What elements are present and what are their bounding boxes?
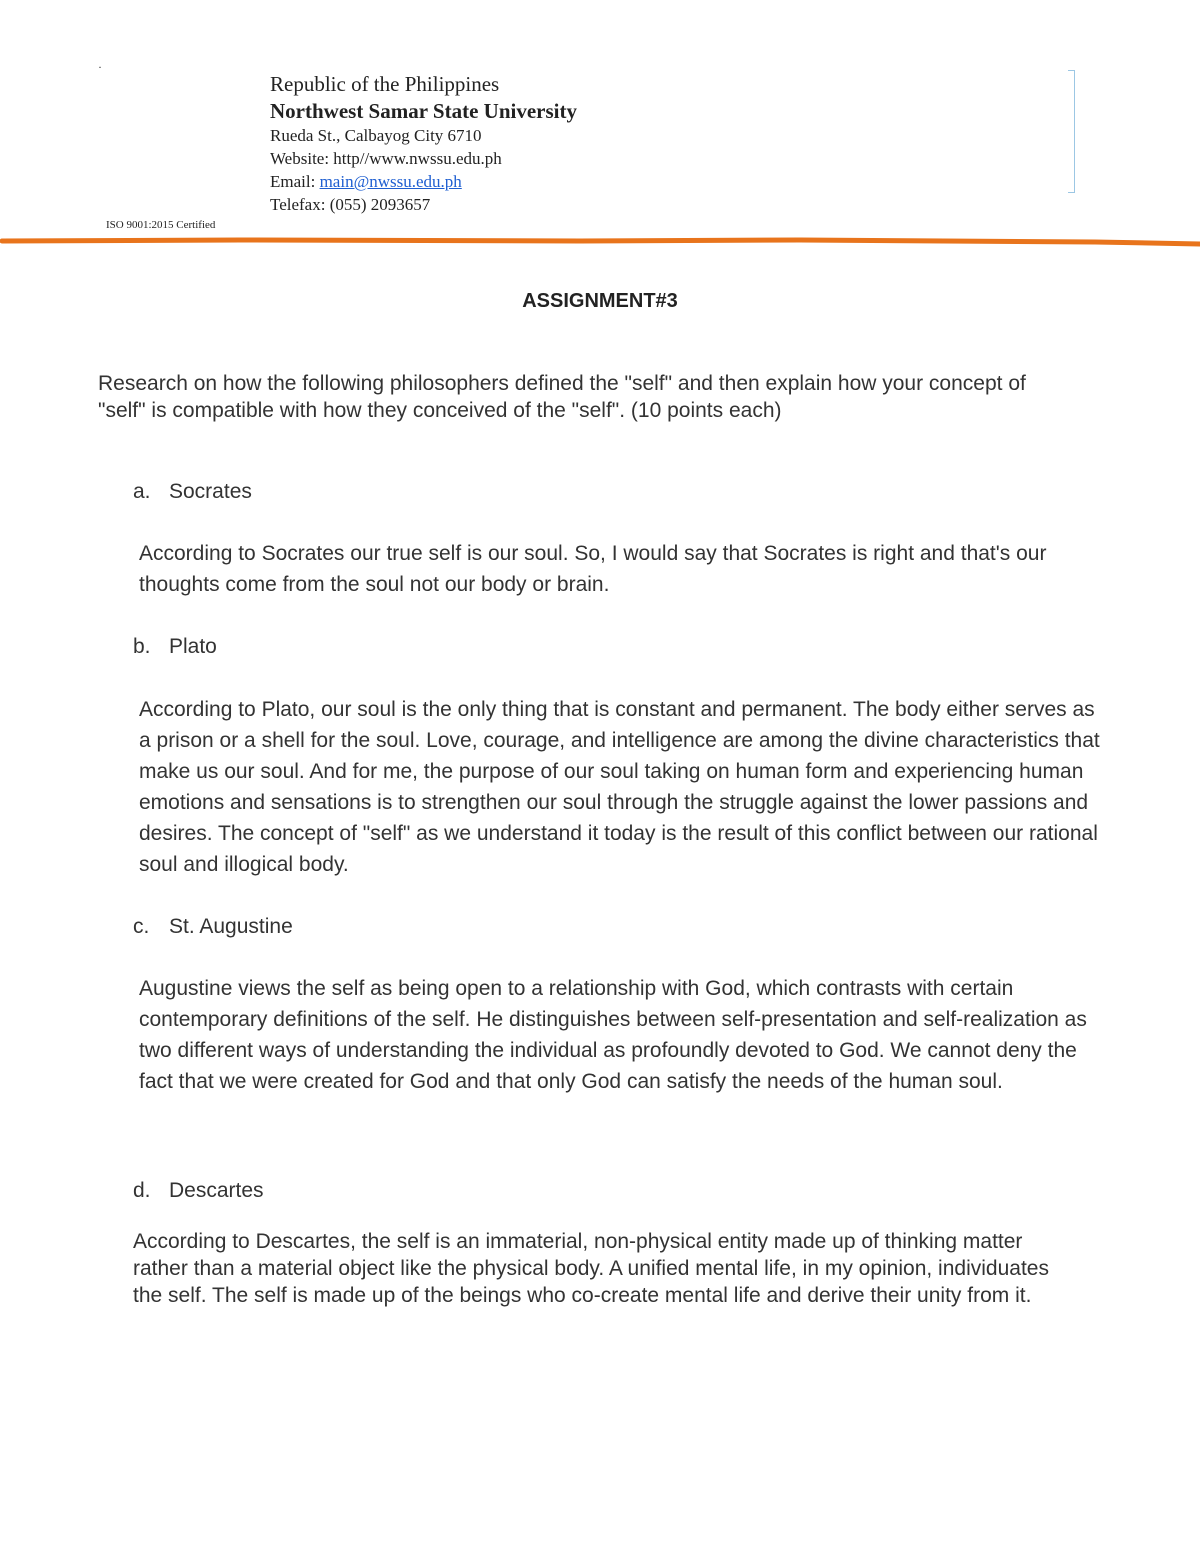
email-link[interactable]: main@nwssu.edu.ph [319, 172, 462, 191]
item-label-plato [133, 633, 217, 661]
letterhead-bracket [1068, 70, 1075, 193]
answer-socrates: According to Socrates our true self is our soul. So, I would say that Socrates is right and that's our thoughts come from the soul not our body or brain. [139, 542, 1047, 596]
answer-descartes: According to Descartes, the self is an immaterial, non-physical entity made up of thinking matter rather than a material object like the physical body. A unified mental life, in my opinion, individuates the self. The self is made up of the beings who co-create mental life and derive their unity from it. [133, 1230, 1049, 1307]
stray-mark: · [98, 60, 102, 74]
item-marker: d. [133, 1179, 151, 1202]
item-name: Socrates [169, 480, 252, 503]
item-label-descartes [133, 1177, 264, 1205]
letterhead-university: Northwest Samar State University [270, 99, 577, 123]
item-name: Plato [169, 635, 217, 658]
item-label-socrates [133, 478, 252, 506]
iso-certification: ISO 9001:2015 Certified [106, 219, 216, 231]
letterhead-country: Republic of the Philippines [270, 72, 500, 96]
answer-plato: According to Plato, our soul is the only thing that is constant and permanent. The body either serves as a prison or a shell for the soul. Love, courage, and intelligence are among the divine characteristics that make us our soul. And for me, the purpose of our soul taking on human form and experiencing human emotions and sensations is to strengthen our soul through the struggle against the lower passions and desires. The concept of "self" as we understand it today is the result of this conflict between our rational soul and illogical body. [139, 698, 1100, 876]
letterhead-address: Rueda St., Calbayog City 6710 [270, 126, 482, 145]
item-marker: c. [133, 915, 150, 938]
item-name: Descartes [169, 1179, 264, 1202]
item-label-augustine [133, 913, 293, 941]
letterhead-email [270, 170, 577, 193]
item-marker: a. [133, 480, 151, 503]
item-name: St. Augustine [169, 915, 293, 938]
letterhead [270, 70, 577, 216]
letterhead-website: Website: http//www.nwssu.edu.ph [270, 149, 502, 168]
assignment-instructions: Research on how the following philosophers defined the "self" and then explain how your concept of "self" is compatible with how they conceived of the "self". (10 points each) [98, 372, 1026, 422]
email-label: Email: [270, 172, 320, 191]
letterhead-telefax: Telefax: (055) 2093657 [270, 195, 431, 214]
header-rule [0, 234, 1200, 254]
item-marker: b. [133, 635, 151, 658]
assignment-title: ASSIGNMENT#3 [522, 290, 678, 312]
answer-augustine: Augustine views the self as being open to a relationship with God, which contrasts with certain contemporary definitions of the self. He distinguishes between self-presentation and self-realization as two different ways of understanding the individual as profoundly devoted to God. We cannot deny the fact that we were created for God and that only God can satisfy the needs of the human soul. [139, 977, 1087, 1093]
